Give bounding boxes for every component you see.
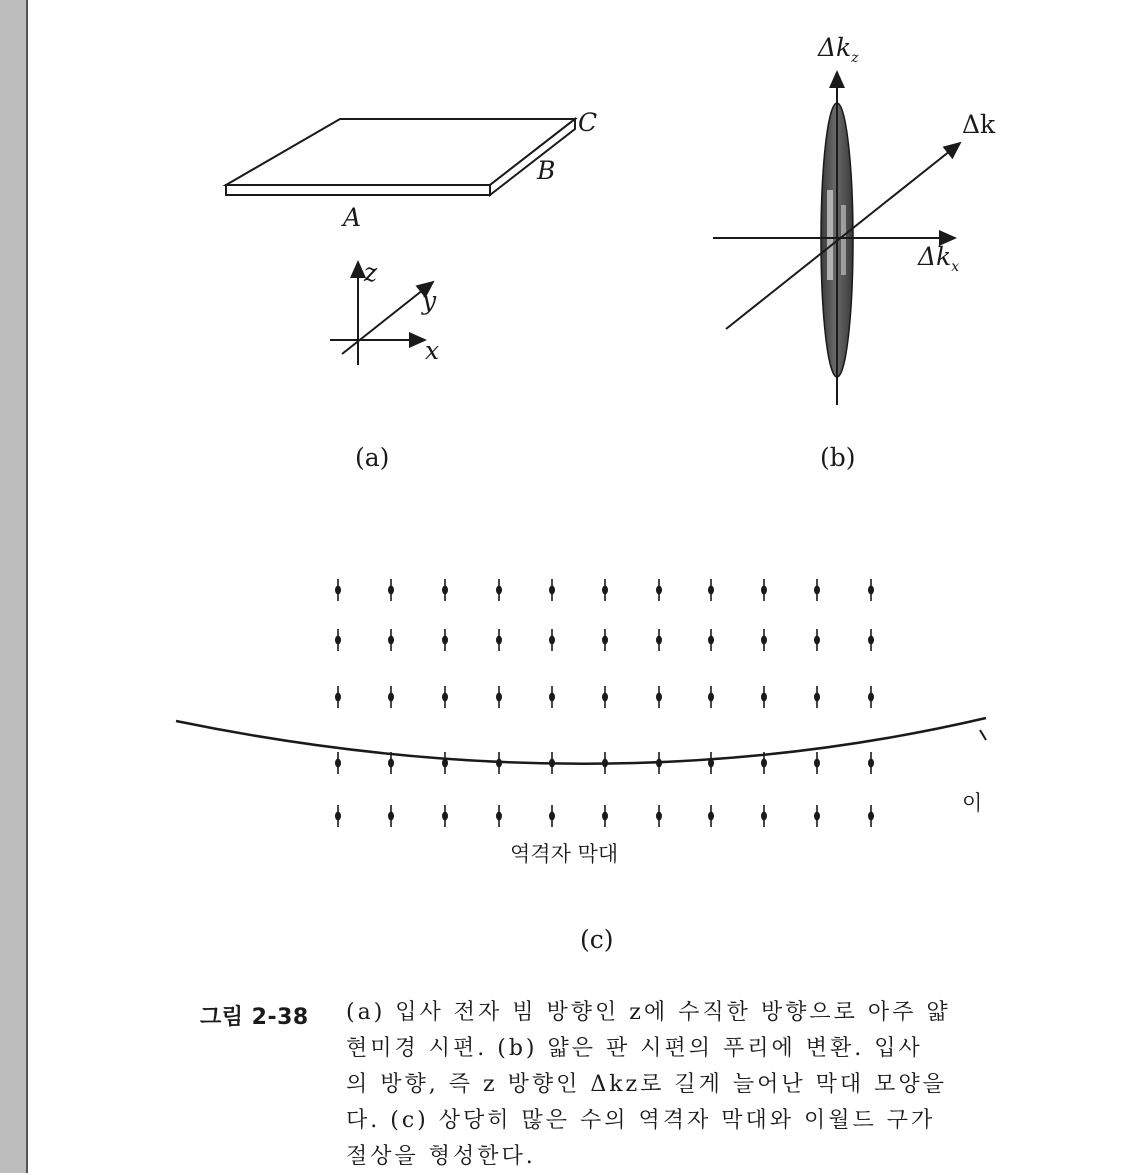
lattice-point <box>335 693 341 702</box>
lattice-point <box>549 812 555 821</box>
caption-line: 현미경 시편. (b) 얇은 판 시편의 푸리에 변환. 입사 <box>346 1036 923 1061</box>
lattice-point <box>708 636 714 645</box>
lattice-point <box>868 586 874 595</box>
lattice-point <box>868 759 874 768</box>
lattice-point <box>602 812 608 821</box>
lattice-point <box>814 693 820 702</box>
panel-b-label: (b) <box>820 443 856 472</box>
lattice-point <box>388 586 394 595</box>
caption-line: 다. (c) 상당히 많은 수의 역격자 막대와 이월드 구가 <box>346 1108 936 1133</box>
lattice-point <box>761 812 767 821</box>
panel-c-label: (c) <box>580 925 614 954</box>
lattice-point <box>549 586 555 595</box>
lattice-point <box>868 693 874 702</box>
lattice-point <box>656 636 662 645</box>
thin-plate <box>226 119 575 195</box>
lattice-point <box>656 693 662 702</box>
lattice-point <box>761 636 767 645</box>
lattice-point <box>602 693 608 702</box>
caption-line: 의 방향, 즉 z 방향인 Δkz로 길게 늘어난 막대 모양을 <box>346 1072 947 1097</box>
lattice-point <box>442 586 448 595</box>
caption-body <box>346 995 1146 1175</box>
figure-caption <box>200 995 986 1173</box>
lattice-point <box>388 693 394 702</box>
lattice-point <box>761 586 767 595</box>
lattice-point <box>496 693 502 702</box>
lattice-point <box>442 812 448 821</box>
reciprocal-axes <box>713 72 960 405</box>
lattice-point <box>549 693 555 702</box>
lattice-rod-label: 역격자 막대 <box>510 842 619 866</box>
lattice-point <box>442 636 448 645</box>
ewald-label-arrow <box>980 730 986 740</box>
lattice-point <box>335 636 341 645</box>
axis-kx-label: $\Delta k_x$ <box>918 242 960 275</box>
lattice-point <box>388 812 394 821</box>
ewald-sphere-label: 이 <box>962 791 983 815</box>
lattice-point <box>708 759 714 768</box>
reciprocal-lattice-rods <box>335 579 874 827</box>
figure-number: 그림 2-38 <box>200 1005 309 1030</box>
lattice-point <box>656 759 662 768</box>
lattice-point <box>496 636 502 645</box>
lattice-point <box>761 759 767 768</box>
plate-corner-c: C <box>578 108 598 137</box>
caption-line: (a) 입사 전자 빔 방향인 z에 수직한 방향으로 아주 얇 <box>346 1000 951 1025</box>
lattice-point <box>708 693 714 702</box>
caption-line: 절상을 형성한다. <box>346 1144 536 1169</box>
axis-y-label: y <box>422 286 437 315</box>
lattice-point <box>868 636 874 645</box>
lattice-point <box>602 586 608 595</box>
axis-ky-label: Δk <box>962 110 996 139</box>
lattice-point <box>496 759 502 768</box>
lattice-point <box>814 636 820 645</box>
lattice-point <box>335 586 341 595</box>
axis-x-label: x <box>425 336 440 365</box>
lattice-point <box>708 586 714 595</box>
lattice-point <box>656 812 662 821</box>
lattice-point <box>335 812 341 821</box>
lattice-point <box>814 812 820 821</box>
axes-xyz <box>330 262 433 365</box>
lattice-point <box>496 586 502 595</box>
lattice-point <box>761 693 767 702</box>
plate-corner-b: B <box>537 156 556 185</box>
lattice-point <box>868 812 874 821</box>
plate-corner-a: A <box>343 203 362 232</box>
lattice-point <box>656 586 662 595</box>
lattice-point <box>442 693 448 702</box>
axis-kz-label: $\Delta k_z$ <box>818 33 859 66</box>
lattice-point <box>496 812 502 821</box>
lattice-point <box>388 759 394 768</box>
panel-a-label: (a) <box>355 443 390 472</box>
lattice-point <box>549 759 555 768</box>
lattice-point <box>708 812 714 821</box>
lattice-point <box>814 586 820 595</box>
ewald-sphere-arc <box>176 718 986 764</box>
lattice-point <box>388 636 394 645</box>
lattice-point <box>335 759 341 768</box>
lattice-point <box>602 759 608 768</box>
axis-z-label: z <box>364 258 378 287</box>
lattice-point <box>814 759 820 768</box>
lattice-point <box>549 636 555 645</box>
lattice-point <box>602 636 608 645</box>
lattice-point <box>442 759 448 768</box>
